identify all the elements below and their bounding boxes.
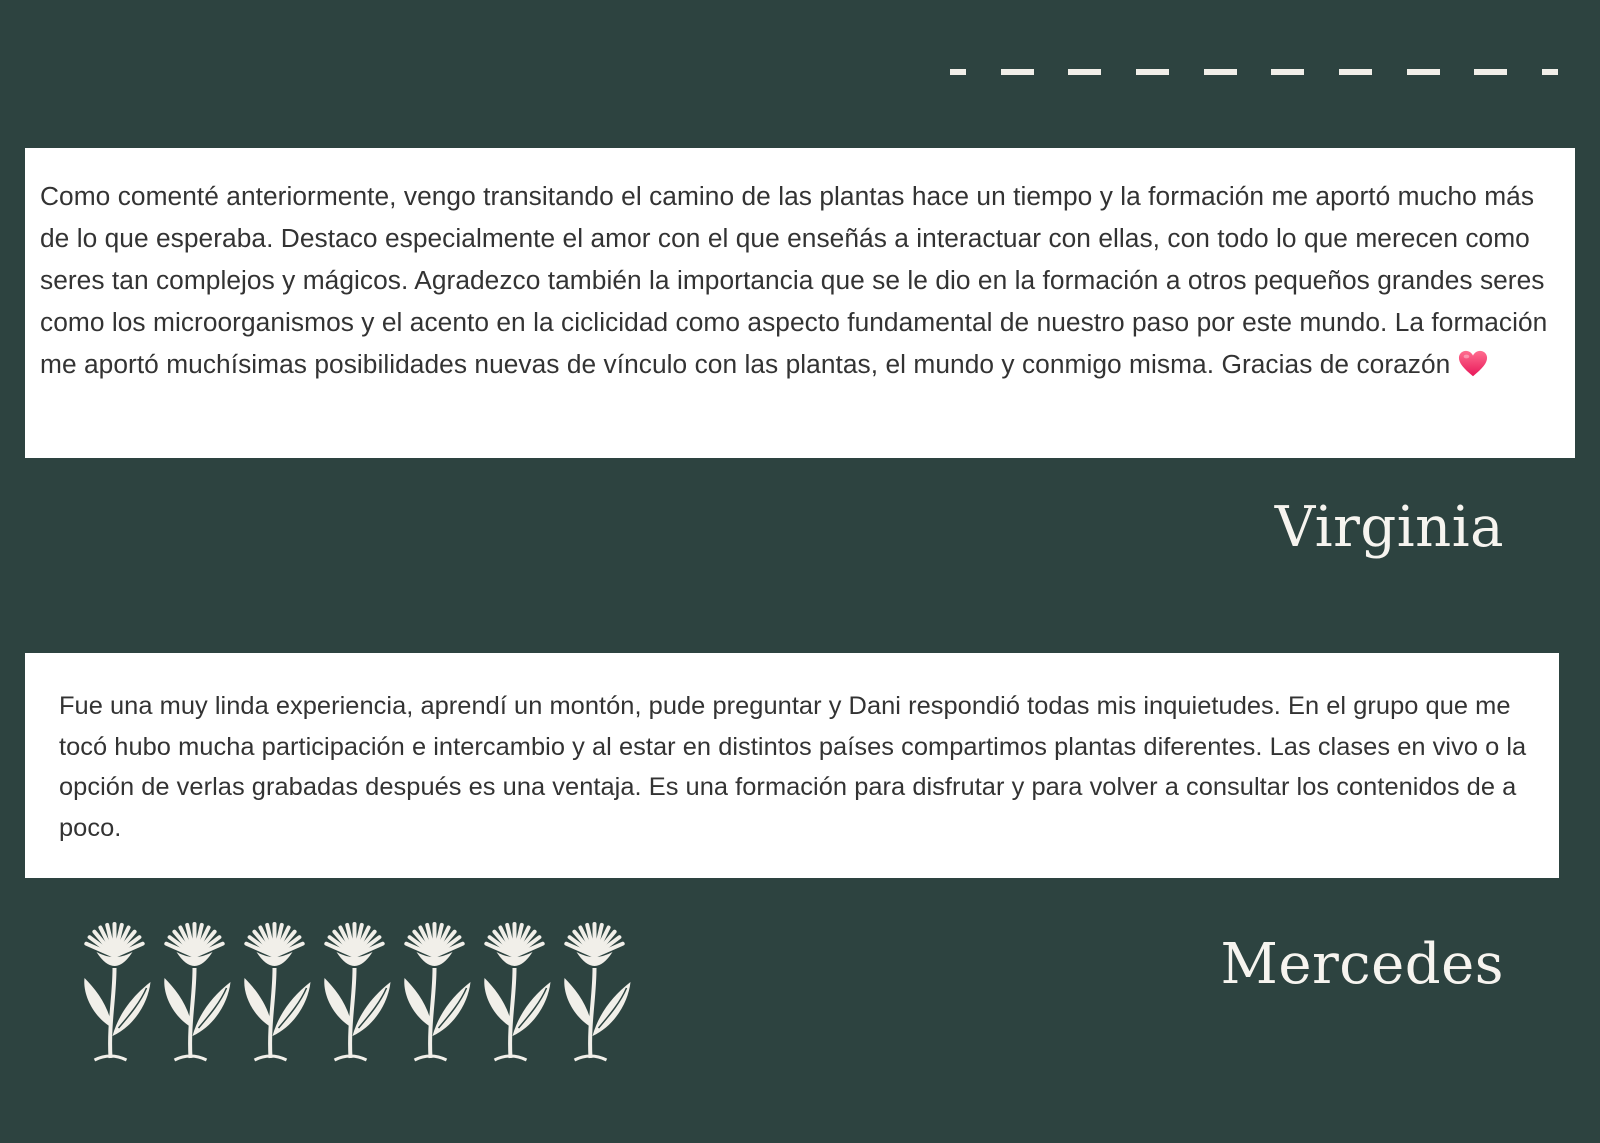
testimonial-text: Fue una muy linda experiencia, aprendí un montón, pude preguntar y Dani respondió todas mis inquietudes. En el grupo que me tocó hubo mucha participación e intercambio y al estar en distintos países compartimos plantas diferentes. Las clases en vivo o la opción de verlas grabadas después es una ventaja. Es una formación para disfrutar y para volver a consultar los contenidos de a poco. — [59, 692, 1527, 842]
testimonial-author: Mercedes — [1220, 932, 1504, 997]
dash — [1474, 69, 1507, 75]
flower-icon — [554, 918, 635, 1068]
testimonial-card — [25, 148, 1575, 458]
testimonial-author: Virginia — [1274, 495, 1504, 560]
flower-icon — [394, 918, 475, 1068]
flower-icon — [314, 918, 395, 1068]
flower-icon — [234, 918, 315, 1068]
flower-icon — [74, 918, 155, 1068]
decorative-dashed-line — [950, 68, 1558, 76]
flower-icon — [154, 918, 235, 1068]
testimonial-text-wrapper — [40, 175, 1559, 385]
testimonial-card — [25, 653, 1559, 878]
dash — [1136, 69, 1169, 75]
dash — [1407, 69, 1440, 75]
dash — [1001, 69, 1034, 75]
dash — [950, 69, 966, 75]
dash — [1204, 69, 1237, 75]
dash — [1542, 69, 1558, 75]
testimonial-text: Como comenté anteriormente, vengo transitando el camino de las plantas hace un tiempo y la formación me aportó mucho más de lo que esperaba. Destaco especialmente el amor con el que enseñás a interactuar con ellas, con todo lo que merecen como seres tan complejos y mágicos. Agradezco también la importancia que se le dio en la formación a otros pequeños grandes seres como los microorganismos y el acento en la ciclicidad como aspecto fundamental de nuestro paso por este mundo. La formación me aportó muchísimas posibilidades nuevas de vínculo con las plantas, el mundo y conmigo misma. Gracias de corazón — [40, 181, 1548, 379]
dash — [1339, 69, 1372, 75]
heart-emoji-icon — [1458, 349, 1488, 379]
flower-icon — [474, 918, 555, 1068]
dash — [1068, 69, 1101, 75]
flower-row-decoration — [74, 918, 644, 1068]
dash — [1271, 69, 1304, 75]
